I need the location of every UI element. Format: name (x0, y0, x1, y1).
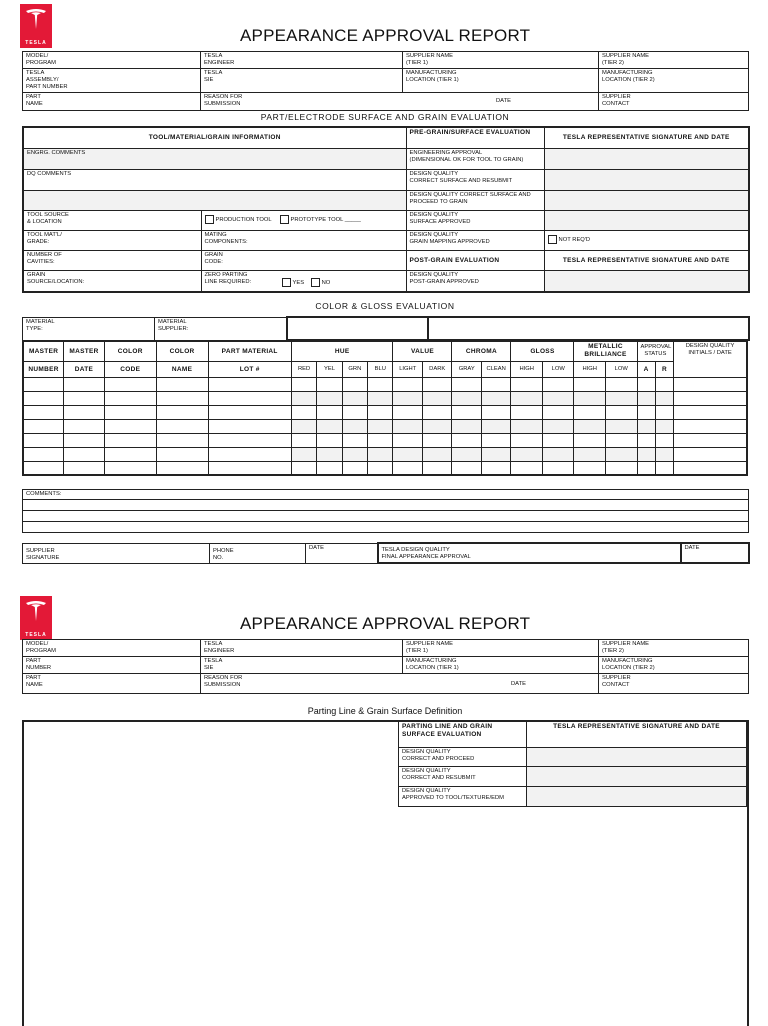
sub-dark: DARK (422, 361, 451, 377)
table-cell[interactable] (574, 461, 606, 475)
table-cell[interactable] (674, 433, 747, 447)
table-cell[interactable] (104, 447, 156, 461)
table-cell[interactable] (574, 391, 606, 405)
dq-proceed-signature[interactable] (544, 190, 749, 210)
table-cell[interactable] (481, 433, 511, 447)
table-cell[interactable] (674, 405, 747, 419)
table-cell[interactable] (64, 419, 105, 433)
table-cell[interactable] (452, 447, 481, 461)
tool-type-options: PRODUCTION TOOL PROTOTYPE TOOL _____ (201, 210, 406, 230)
table-cell[interactable] (342, 447, 367, 461)
table-cell[interactable] (422, 405, 451, 419)
comments-table (22, 489, 749, 533)
table-cell[interactable] (104, 391, 156, 405)
table-cell[interactable] (291, 391, 316, 405)
group-value: VALUE (393, 341, 452, 361)
table-cell[interactable] (655, 419, 673, 433)
phone-no-field[interactable]: PHONE NO. (210, 543, 306, 563)
dq-approved-tool-signature[interactable] (527, 787, 747, 807)
table-cell[interactable] (574, 419, 606, 433)
table-cell[interactable] (452, 419, 481, 433)
table-cell[interactable] (606, 447, 638, 461)
table-cell[interactable] (317, 405, 342, 419)
table-cell[interactable] (368, 391, 393, 405)
engineering-approval-label: ENGINEERING APPROVAL (DIMENSIONAL OK FOR TOOL TO GRAIN) (406, 148, 544, 169)
supplier-tier2-field[interactable]: SUPPLIER NAME (TIER 2) (599, 640, 749, 657)
sub-red: RED (291, 361, 316, 377)
table-cell[interactable] (64, 391, 105, 405)
part-name-field[interactable]: PART NAME (23, 674, 201, 694)
no-checkbox[interactable] (311, 278, 320, 287)
tool-matl-field[interactable]: TOOL MAT'L/ GRADE: (23, 230, 201, 250)
supplier-tier2-field[interactable]: SUPPLIER NAME (TIER 2) (599, 52, 749, 69)
supplier-signature-field[interactable]: SUPPLIER SIGNATURE (23, 543, 210, 563)
table-cell[interactable] (574, 433, 606, 447)
section-title-parting-line: Parting Line & Grain Surface Definition (307, 706, 463, 716)
engrg-comments-field[interactable]: ENGRG. COMMENTS (23, 148, 406, 169)
dq-comments-field[interactable]: DQ COMMENTS (23, 169, 406, 190)
table-cell[interactable] (317, 377, 342, 391)
production-tool-checkbox[interactable] (205, 215, 214, 224)
tesla-signature-header-page2: TESLA REPRESENTATIVE SIGNATURE AND DATE (527, 722, 747, 748)
table-cell[interactable] (674, 377, 747, 391)
col-master-number: NUMBER (23, 361, 64, 377)
table-cell[interactable] (317, 447, 342, 461)
part-number-field[interactable]: PART NUMBER (23, 657, 201, 674)
supplier-tier1-field[interactable]: SUPPLIER NAME (TIER 1) (403, 52, 599, 69)
table-row (23, 405, 747, 419)
mfg-location-tier2-field[interactable]: MANUFACTURING LOCATION (TIER 2) (599, 657, 749, 674)
col-lot-number: LOT # (208, 361, 291, 377)
table-cell[interactable] (156, 391, 208, 405)
table-cell[interactable] (574, 405, 606, 419)
table-cell[interactable] (104, 433, 156, 447)
tesla-engineer-field[interactable]: TESLA ENGINEER (201, 640, 403, 657)
table-cell[interactable] (104, 405, 156, 419)
table-cell[interactable] (64, 405, 105, 419)
table-cell[interactable] (452, 405, 481, 419)
table-cell[interactable] (452, 391, 481, 405)
mating-components-field[interactable]: MATING COMPONENTS: (201, 230, 406, 250)
table-cell[interactable] (291, 461, 316, 475)
table-cell[interactable] (606, 419, 638, 433)
group-hue: HUE (291, 341, 393, 361)
assembly-part-number-field[interactable]: TESLA ASSEMBLY/ PART NUMBER (23, 69, 201, 93)
table-cell[interactable] (342, 433, 367, 447)
table-cell[interactable] (23, 419, 64, 433)
tesla-logo-page2 (20, 596, 52, 640)
table-cell[interactable] (104, 461, 156, 475)
tesla-sie-field[interactable]: TESLA SIE (201, 69, 403, 93)
section-title-color-gloss: COLOR & GLOSS EVALUATION (315, 301, 455, 311)
table-row (23, 377, 747, 391)
table-cell[interactable] (393, 405, 422, 419)
table-row (23, 419, 747, 433)
table-cell[interactable] (511, 447, 543, 461)
tesla-signature-header-2: TESLA REPRESENTATIVE SIGNATURE AND DATE (544, 250, 749, 270)
sub-metallic-high: HIGH (574, 361, 606, 377)
pre-grain-header: PRE-GRAIN/SURFACE EVALUATION (406, 127, 544, 148)
table-cell[interactable] (637, 433, 655, 447)
zero-parting-field: ZERO PARTING LINE REQUIRED: YES NO (201, 270, 406, 292)
sub-gloss-high: HIGH (511, 361, 543, 377)
table-cell[interactable] (342, 391, 367, 405)
table-cell[interactable] (23, 405, 64, 419)
table-cell[interactable] (674, 447, 747, 461)
table-cell[interactable] (481, 405, 511, 419)
column-header-row-top (23, 341, 747, 361)
sub-yel: YEL (317, 361, 342, 377)
table-cell[interactable] (23, 447, 64, 461)
table-cell[interactable] (393, 447, 422, 461)
table-cell[interactable] (606, 405, 638, 419)
table-cell[interactable] (368, 433, 393, 447)
table-cell[interactable] (481, 391, 511, 405)
table-cell[interactable] (208, 461, 291, 475)
post-grain-header: POST-GRAIN EVALUATION (406, 250, 544, 270)
dq-correct-resubmit-signature[interactable] (527, 767, 747, 787)
header-row (23, 52, 749, 69)
dq-post-grain-label: DESIGN QUALITY POST-GRAIN APPROVED (406, 270, 544, 292)
table-cell[interactable] (574, 447, 606, 461)
table-cell[interactable] (674, 461, 747, 475)
table-cell[interactable] (291, 377, 316, 391)
group-metallic-brilliance: METALLIC BRILLIANCE (574, 341, 637, 361)
table-cell[interactable] (511, 461, 543, 475)
col-color-code-top: COLOR (104, 341, 156, 361)
table-cell[interactable] (64, 447, 105, 461)
table-cell[interactable] (606, 461, 638, 475)
color-gloss-rows (23, 377, 747, 475)
table-cell[interactable] (156, 447, 208, 461)
signature-table (22, 542, 750, 564)
table-cell[interactable] (342, 461, 367, 475)
table-cell[interactable] (481, 447, 511, 461)
tesla-sie-field[interactable]: TESLA SIE (201, 657, 403, 674)
logo-text: TESLA (25, 632, 47, 638)
table-cell[interactable] (208, 419, 291, 433)
mfg-location-tier2-field[interactable]: MANUFACTURING LOCATION (TIER 2) (599, 69, 749, 93)
table-row (23, 461, 747, 475)
sub-grn: GRN (342, 361, 367, 377)
dq-approved-tool-label: DESIGN QUALITY APPROVED TO TOOL/TEXTURE/EDM (399, 787, 527, 807)
table-cell[interactable] (208, 391, 291, 405)
sub-rejected: R (655, 361, 673, 377)
dq-resubmit-signature[interactable] (544, 169, 749, 190)
table-cell[interactable] (208, 447, 291, 461)
table-cell[interactable] (422, 461, 451, 475)
table-cell[interactable] (655, 391, 673, 405)
material-blank-1[interactable] (287, 317, 428, 340)
material-info-table (22, 316, 750, 341)
comments-field[interactable]: COMMENTS: (23, 490, 749, 500)
table-cell[interactable] (655, 377, 673, 391)
grain-code-field[interactable]: GRAIN CODE: (201, 250, 406, 270)
sub-gray: GRAY (452, 361, 481, 377)
table-cell[interactable] (393, 391, 422, 405)
cavities-field[interactable]: NUMBER OF CAVITIES: (23, 250, 201, 270)
dq-grain-mapping-label: DESIGN QUALITY GRAIN MAPPING APPROVED (406, 230, 544, 250)
table-cell[interactable] (23, 391, 64, 405)
dq-surface-approved-signature[interactable] (544, 210, 749, 230)
col-part-material-top: PART MATERIAL (208, 341, 291, 361)
table-cell[interactable] (542, 419, 574, 433)
prototype-tool-checkbox[interactable] (280, 215, 289, 224)
table-cell[interactable] (393, 377, 422, 391)
color-gloss-table (22, 340, 748, 476)
header-table (22, 51, 749, 111)
table-cell[interactable] (156, 419, 208, 433)
reason-for-submission-field[interactable]: REASON FOR SUBMISSION DATE (201, 93, 599, 111)
table-cell[interactable] (655, 461, 673, 475)
table-cell[interactable] (511, 419, 543, 433)
material-blank-2[interactable] (428, 317, 749, 340)
table-cell[interactable] (23, 433, 64, 447)
sub-gloss-low: LOW (542, 361, 574, 377)
table-row (23, 447, 747, 461)
tool-info-header: TOOL/MATERIAL/GRAIN INFORMATION (23, 127, 406, 148)
tesla-logo (20, 4, 52, 48)
comments-line[interactable] (23, 500, 749, 511)
table-cell[interactable] (511, 377, 543, 391)
group-gloss: GLOSS (511, 341, 574, 361)
header-table-page2 (22, 639, 749, 694)
table-row (23, 391, 747, 405)
table-cell[interactable] (511, 391, 543, 405)
mfg-location-tier1-field[interactable]: MANUFACTURING LOCATION (TIER 1) (403, 657, 599, 674)
col-color-name-top: COLOR (156, 341, 208, 361)
final-approval-field[interactable]: TESLA DESIGN QUALITY FINAL APPEARANCE APPROVAL (378, 543, 681, 563)
table-cell[interactable] (422, 377, 451, 391)
table-cell[interactable] (637, 377, 655, 391)
grain-mapping-options: NOT REQ'D (544, 230, 749, 250)
col-color-name: NAME (156, 361, 208, 377)
table-cell[interactable] (637, 391, 655, 405)
grain-source-field[interactable]: GRAIN SOURCE/LOCATION: (23, 270, 201, 292)
table-cell[interactable] (156, 405, 208, 419)
table-cell[interactable] (156, 461, 208, 475)
parting-line-eval-header: PARTING LINE AND GRAIN SURFACE EVALUATION (399, 722, 527, 748)
tesla-t-icon (25, 8, 47, 30)
supplier-date-field[interactable]: DATE (306, 543, 378, 563)
table-cell[interactable] (606, 433, 638, 447)
table-cell[interactable] (317, 391, 342, 405)
header-row (23, 69, 749, 93)
col-master-date: DATE (64, 361, 105, 377)
table-cell[interactable] (542, 405, 574, 419)
table-cell[interactable] (291, 405, 316, 419)
table-cell[interactable] (542, 461, 574, 475)
table-cell[interactable] (674, 391, 747, 405)
table-cell[interactable] (23, 377, 64, 391)
engineering-approval-signature[interactable] (544, 148, 749, 169)
table-cell[interactable] (422, 433, 451, 447)
table-cell[interactable] (368, 419, 393, 433)
table-cell[interactable] (674, 419, 747, 433)
table-cell[interactable] (368, 377, 393, 391)
table-cell[interactable] (452, 433, 481, 447)
final-approval-date-field[interactable]: DATE (681, 543, 749, 563)
model-program-field[interactable]: MODEL/ PROGRAM (23, 52, 201, 69)
table-cell[interactable] (64, 377, 105, 391)
table-cell[interactable] (208, 433, 291, 447)
table-cell[interactable] (511, 433, 543, 447)
part-name-field[interactable]: PART NAME (23, 93, 201, 111)
group-approval-status: APPROVAL STATUS (637, 341, 674, 361)
not-reqd-checkbox[interactable] (548, 235, 557, 244)
yes-checkbox[interactable] (282, 278, 291, 287)
material-type-field[interactable]: MATERIAL TYPE: (23, 317, 155, 340)
table-cell[interactable] (542, 433, 574, 447)
table-cell[interactable] (637, 405, 655, 419)
parting-line-eval-table (398, 721, 747, 807)
table-cell[interactable] (368, 405, 393, 419)
col-master-number-top: MASTER (23, 341, 64, 361)
table-cell[interactable] (393, 433, 422, 447)
comments-line[interactable] (23, 511, 749, 522)
table-cell[interactable] (452, 461, 481, 475)
dq-post-grain-signature[interactable] (544, 270, 749, 292)
table-cell[interactable] (393, 419, 422, 433)
material-supplier-field[interactable]: MATERIAL SUPPLIER: (155, 317, 287, 340)
col-color-code: CODE (104, 361, 156, 377)
column-header-row-bottom (23, 361, 747, 377)
date-label: DATE (496, 98, 512, 104)
table-cell[interactable] (452, 377, 481, 391)
table-cell[interactable] (637, 419, 655, 433)
header-row (23, 93, 749, 111)
table-cell[interactable] (64, 433, 105, 447)
supplier-tier1-field[interactable]: SUPPLIER NAME (TIER 1) (403, 640, 599, 657)
table-cell[interactable] (156, 433, 208, 447)
table-cell[interactable] (511, 405, 543, 419)
tesla-signature-header: TESLA REPRESENTATIVE SIGNATURE AND DATE (544, 127, 749, 148)
table-cell[interactable] (291, 419, 316, 433)
supplier-contact-field[interactable]: SUPPLIER CONTACT (599, 93, 749, 111)
table-cell[interactable] (606, 391, 638, 405)
section-title-surface-grain: PART/ELECTRODE SURFACE AND GRAIN EVALUATION (260, 112, 510, 122)
table-cell[interactable] (542, 391, 574, 405)
comments-line[interactable] (23, 522, 749, 533)
sub-approved: A (637, 361, 655, 377)
table-cell[interactable] (23, 461, 64, 475)
sub-light: LIGHT (393, 361, 422, 377)
dq-correct-proceed-signature[interactable] (527, 748, 747, 767)
group-dq-initials: DESIGN QUALITY INITIALS / DATE (674, 341, 747, 377)
table-cell[interactable] (104, 377, 156, 391)
table-row (23, 433, 747, 447)
dq-correct-proceed-label: DESIGN QUALITY CORRECT AND PROCEED (399, 748, 527, 767)
report-title-page2: APPEARANCE APPROVAL REPORT (240, 614, 531, 633)
table-cell[interactable] (422, 447, 451, 461)
dq-proceed-label: DESIGN QUALITY CORRECT SURFACE AND PROCEED TO GRAIN (406, 190, 544, 210)
table-cell[interactable] (655, 405, 673, 419)
table-cell[interactable] (368, 461, 393, 475)
table-cell[interactable] (655, 447, 673, 461)
table-cell[interactable] (542, 377, 574, 391)
sub-blu: BLU (368, 361, 393, 377)
mfg-location-tier1-field[interactable]: MANUFACTURING LOCATION (TIER 1) (403, 69, 599, 93)
surface-grain-table (22, 126, 750, 293)
dq-surface-approved-label: DESIGN QUALITY SURFACE APPROVED (406, 210, 544, 230)
table-cell[interactable] (422, 391, 451, 405)
table-cell[interactable] (342, 405, 367, 419)
table-cell[interactable] (574, 377, 606, 391)
table-cell[interactable] (542, 447, 574, 461)
table-cell[interactable] (317, 461, 342, 475)
group-chroma: CHROMA (452, 341, 511, 361)
sub-clean: CLEAN (481, 361, 511, 377)
table-cell[interactable] (655, 433, 673, 447)
table-cell[interactable] (208, 405, 291, 419)
table-cell[interactable] (606, 377, 638, 391)
table-cell[interactable] (342, 419, 367, 433)
tool-source-field[interactable]: TOOL SOURCE & LOCATION (23, 210, 201, 230)
table-cell[interactable] (481, 461, 511, 475)
table-cell[interactable] (393, 461, 422, 475)
col-master-date-top: MASTER (64, 341, 105, 361)
dq-resubmit-label: DESIGN QUALITY CORRECT SURFACE AND RESUBMIT (406, 169, 544, 190)
model-program-field[interactable]: MODEL/ PROGRAM (23, 640, 201, 657)
table-cell[interactable] (637, 447, 655, 461)
table-cell[interactable] (422, 419, 451, 433)
table-cell[interactable] (481, 419, 511, 433)
table-cell[interactable] (208, 377, 291, 391)
table-cell[interactable] (291, 433, 316, 447)
table-cell[interactable] (317, 419, 342, 433)
table-cell[interactable] (317, 433, 342, 447)
logo-text: TESLA (25, 40, 47, 46)
table-cell[interactable] (368, 447, 393, 461)
supplier-contact-field[interactable]: SUPPLIER CONTACT (599, 674, 749, 694)
sub-metallic-low: LOW (606, 361, 638, 377)
dq-correct-resubmit-label: DESIGN QUALITY CORRECT AND RESUBMIT (399, 767, 527, 787)
table-cell[interactable] (156, 377, 208, 391)
table-cell[interactable] (104, 419, 156, 433)
dq-comments-line[interactable] (23, 190, 406, 210)
reason-for-submission-field[interactable]: REASON FOR SUBMISSION DATE (201, 674, 599, 694)
date-label: DATE (511, 681, 527, 687)
table-cell[interactable] (342, 377, 367, 391)
tesla-engineer-field[interactable]: TESLA ENGINEER (201, 52, 403, 69)
report-title: APPEARANCE APPROVAL REPORT (240, 26, 531, 45)
table-cell[interactable] (481, 377, 511, 391)
tesla-t-icon (25, 600, 47, 622)
table-cell[interactable] (64, 461, 105, 475)
table-cell[interactable] (637, 461, 655, 475)
table-cell[interactable] (291, 447, 316, 461)
